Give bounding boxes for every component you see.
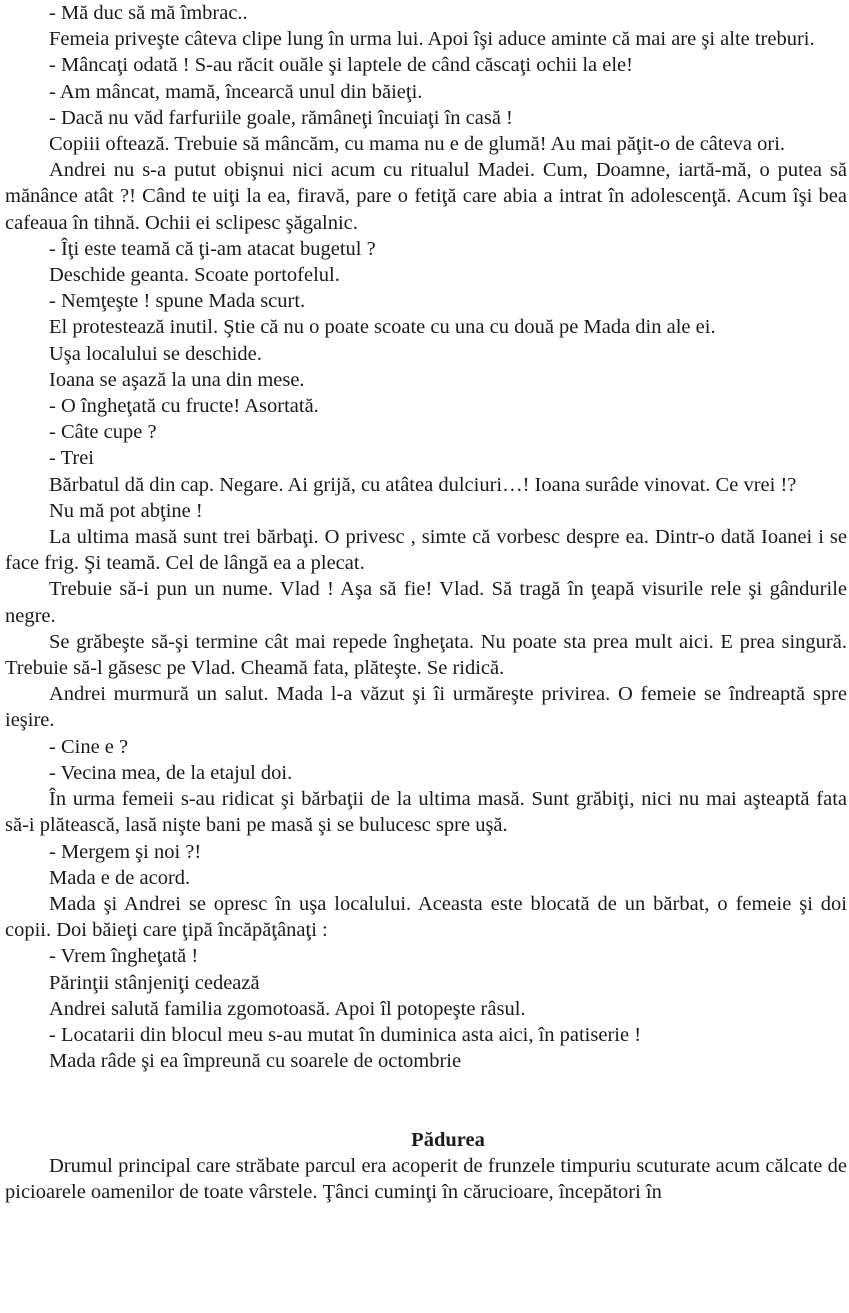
paragraph: - Câte cupe ?	[49, 421, 157, 444]
paragraph: Andrei murmură un salut. Mada l-a văzut şi îi urmăreşte privirea. O femeie se îndreaptă spre ieşire.	[5, 683, 847, 732]
paragraph: Andrei salută familia zgomotoasă. Apoi îl potopeşte râsul.	[49, 997, 526, 1020]
paragraph: Trebuie să-i pun un nume. Vlad ! Aşa să fie! Vlad. Să tragă în ţeapă visurile rele şi gândurile negre.	[5, 578, 847, 627]
paragraph: - Am mâncat, mamă, încearcă unul din băieţi.	[49, 80, 423, 103]
chapter-title: Pădurea	[411, 1128, 485, 1151]
paragraph: - Mă duc să mă îmbrac..	[49, 2, 248, 24]
paragraph: Se grăbeşte să-şi termine cât mai repede îngheţata. Nu poate sta prea mult aici. E prea singură. Trebuie să-l găsesc pe Vlad. Cheamă fata, plăteşte. Se ridică.	[5, 630, 847, 680]
paragraph: Uşa localului se deschide.	[49, 342, 262, 365]
paragraph: - Vecina mea, de la etajul doi.	[49, 761, 293, 784]
paragraph: Drumul principal care străbate parcul era acoperit de frunzele timpuriu scuturate acum călcate de picioarele oamenilor de toate vârstele. Ţânci cuminţi în cărucioare, începători în	[5, 1154, 847, 1204]
paragraph: - Vrem îngheţată !	[49, 945, 199, 968]
paragraph: Nu mă pot abţine !	[49, 499, 203, 522]
paragraph: - Locatarii din blocul meu s-au mutat în duminica asta aici, în patiserie !	[49, 1023, 642, 1046]
story-text	[5, 0, 847, 1205]
paragraph: Ioana se aşază la una din mese.	[49, 368, 305, 391]
paragraph: La ultima masă sunt trei bărbaţi. O privesc , simte că vorbesc despre ea. Dintr-o dată Ioanei i se face frig. Şi teamă. Cel de lângă ea a plecat.	[5, 526, 847, 575]
paragraph: Andrei nu s-a putut obişnui nici acum cu ritualul Madei. Cum, Doamne, iartă-mă, o putea să mănânce atât ?! Când te uiţi la ea, firavă, pare o fetiţă care abia a intrat în adolescenţă. Acum îşi bea cafeaua în tihnă. Ochii ei sclipesc şăgalnic.	[5, 159, 847, 234]
paragraph: - O îngheţată cu fructe! Asortată.	[49, 395, 319, 418]
paragraph: - Îţi este teamă că ţi-am atacat bugetul ?	[49, 237, 376, 260]
paragraph: Femeia priveşte câteva clipe lung în urma lui. Apoi îşi aduce aminte că mai are şi alte treburi.	[49, 28, 815, 51]
paragraph: - Cine e ?	[49, 735, 129, 758]
paragraph: Mada râde şi ea împreună cu soarele de octombrie	[49, 1050, 462, 1073]
paragraph: - Trei	[49, 447, 95, 470]
paragraph: Bărbatul dă din cap. Negare. Ai grijă, cu atâtea dulciuri…! Ioana surâde vinovat. Ce vrei !?	[49, 473, 797, 496]
paragraph: El protestează inutil. Ştie că nu o poate scoate cu una cu două pe Mada din ale ei.	[49, 316, 716, 339]
paragraph: - Mâncaţi odată ! S-au răcit ouăle şi laptele de când căscaţi ochii la ele!	[49, 54, 633, 77]
section-break	[5, 1074, 847, 1126]
paragraph: - Nemţeşte ! spune Mada scurt.	[49, 290, 306, 313]
paragraph: - Mergem şi noi ?!	[49, 840, 202, 863]
paragraph: Părinţii stânjeniţi cedează	[49, 971, 260, 994]
paragraph: Deschide geanta. Scoate portofelul.	[49, 264, 340, 287]
paragraph: În urma femeii s-au ridicat şi bărbaţii de la ultima masă. Sunt grăbiţi, nici nu mai aşteaptă fata să-i plătească, lasă nişte bani pe masă şi se bulucesc spre uşă.	[5, 788, 847, 837]
paragraph: Mada şi Andrei se opresc în uşa localului. Aceasta este blocată de un bărbat, o femeie şi doi copii. Doi băieţi care ţipă încăpăţânaţi :	[5, 892, 847, 942]
paragraph: Mada e de acord.	[49, 866, 191, 889]
paragraph: Copiii oftează. Trebuie să mâncăm, cu mama nu e de glumă! Au mai păţit-o de câteva ori.	[49, 133, 786, 156]
paragraph: - Dacă nu văd farfuriile goale, rămâneţi încuiaţi în casă !	[49, 106, 513, 129]
